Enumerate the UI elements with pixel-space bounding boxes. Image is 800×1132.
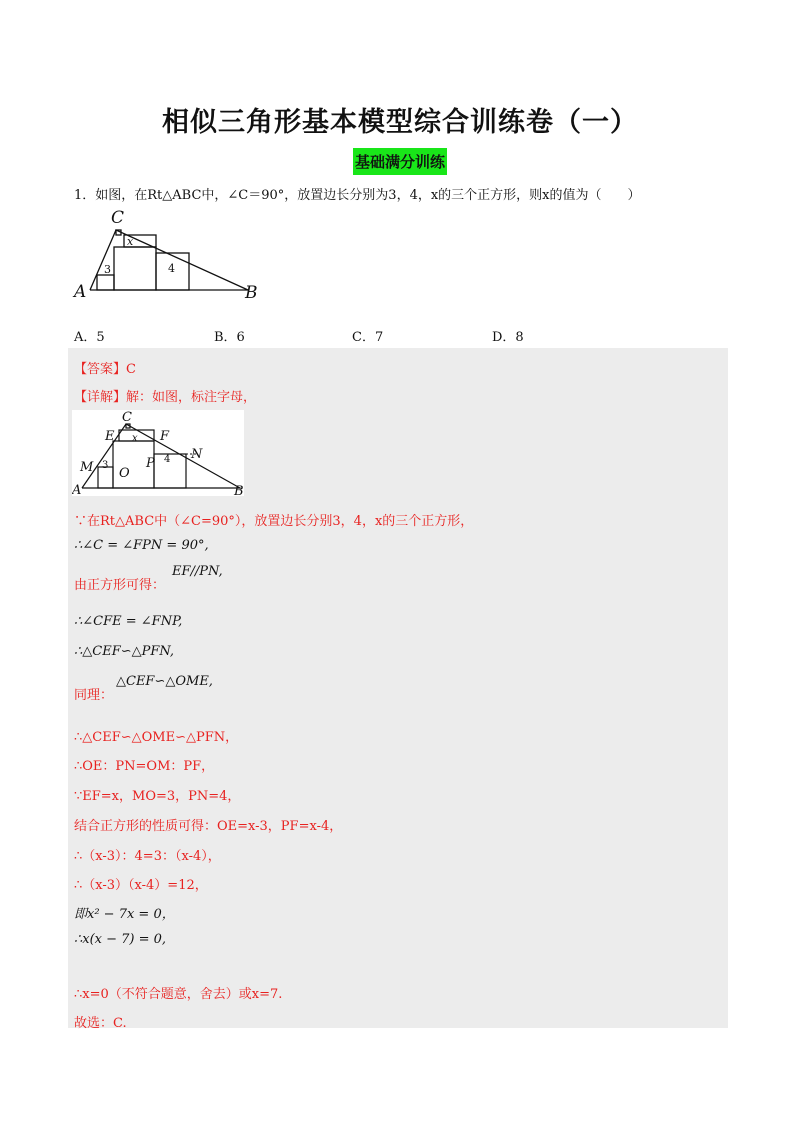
solution-line-3b: EF//PN, — [172, 564, 223, 579]
fig1-label-3: 3 — [104, 263, 111, 276]
solution-line-11: ∴（x-3）：4=3：（x-4）， — [74, 849, 221, 864]
fig1-label-B: B — [245, 283, 258, 303]
question-text: 1．如图，在Rt△ABC中，∠C＝90°，放置边长分别为3，4，x的三个正方形，则x的值为（ ） — [74, 188, 641, 203]
fig2-label-B: B — [234, 484, 244, 496]
solution-line-14: ∴x(x − 7) = 0, — [74, 932, 167, 947]
solution-line-7: ∴△CEF∽△OME∽△PFN， — [74, 730, 239, 745]
fig2-label-E: E — [105, 429, 115, 444]
fig2-label-4: 4 — [164, 454, 171, 465]
option-b: B．6 — [214, 330, 245, 345]
fig2-label-P: P — [146, 456, 155, 471]
answer-value: C — [126, 362, 136, 377]
option-a: A．5 — [74, 330, 105, 345]
solution-line-5: ∴△CEF∽△PFN, — [74, 644, 175, 659]
solution-line-12: ∴（x-3）（x-4）=12， — [74, 878, 208, 893]
fig2-label-A: A — [72, 483, 82, 496]
fig2-label-O: O — [119, 466, 130, 481]
solution-line-10: 结合正方形的性质可得：OE=x-3，PF=x-4， — [74, 819, 343, 834]
fig2-label-C: C — [122, 410, 132, 425]
solution-line-4: ∴∠CFE = ∠FNP, — [74, 614, 183, 629]
fig2-label-F: F — [160, 429, 170, 444]
section-subtitle: 基础满分训练 — [353, 148, 447, 175]
solution-line-13: 即x² − 7x = 0， — [74, 907, 175, 922]
solution-line-16: 故选：C. — [74, 1016, 127, 1031]
fig2-label-3: 3 — [102, 460, 109, 471]
option-d: D．8 — [492, 330, 524, 345]
detail-label: 【详解】 — [74, 390, 127, 405]
detail-intro: 解：如图，标注字母， — [126, 390, 257, 405]
answer-line — [74, 358, 136, 377]
solution-line-2: ∴∠C = ∠FPN = 90°, — [74, 538, 209, 553]
solution-line-8: ∴OE：PN=OM：PF， — [74, 759, 215, 774]
solution-line-3: 由正方形可得： — [74, 578, 166, 593]
answer-label: 【答案】 — [74, 362, 127, 377]
fig1-label-x: x — [127, 235, 134, 248]
solution-line-15: ∴x=0（不符合题意，舍去）或x=7. — [74, 987, 283, 1002]
question-figure — [70, 205, 270, 305]
fig1-label-C: C — [111, 208, 125, 228]
fig1-label-A: A — [74, 282, 87, 302]
page-title: 相似三角形基本模型综合训练卷（一） — [162, 107, 638, 138]
solution-line-1: ∵在Rt△ABC中（∠C=90°），放置边长分别3，4，x的三个正方形， — [74, 514, 474, 529]
fig2-label-M: M — [80, 460, 94, 475]
fig1-label-4: 4 — [168, 262, 175, 275]
solution-line-6: 同理： — [74, 688, 114, 703]
solution-figure — [72, 410, 244, 496]
solution-line-9: ∵EF=x，MO=3，PN=4， — [74, 789, 241, 804]
fig2-label-x: x — [132, 433, 138, 444]
option-c: C．7 — [352, 330, 384, 345]
solution-line-6b: △CEF∽△OME, — [116, 674, 213, 689]
fig2-label-N: N — [191, 447, 203, 462]
detail-line — [74, 386, 256, 405]
